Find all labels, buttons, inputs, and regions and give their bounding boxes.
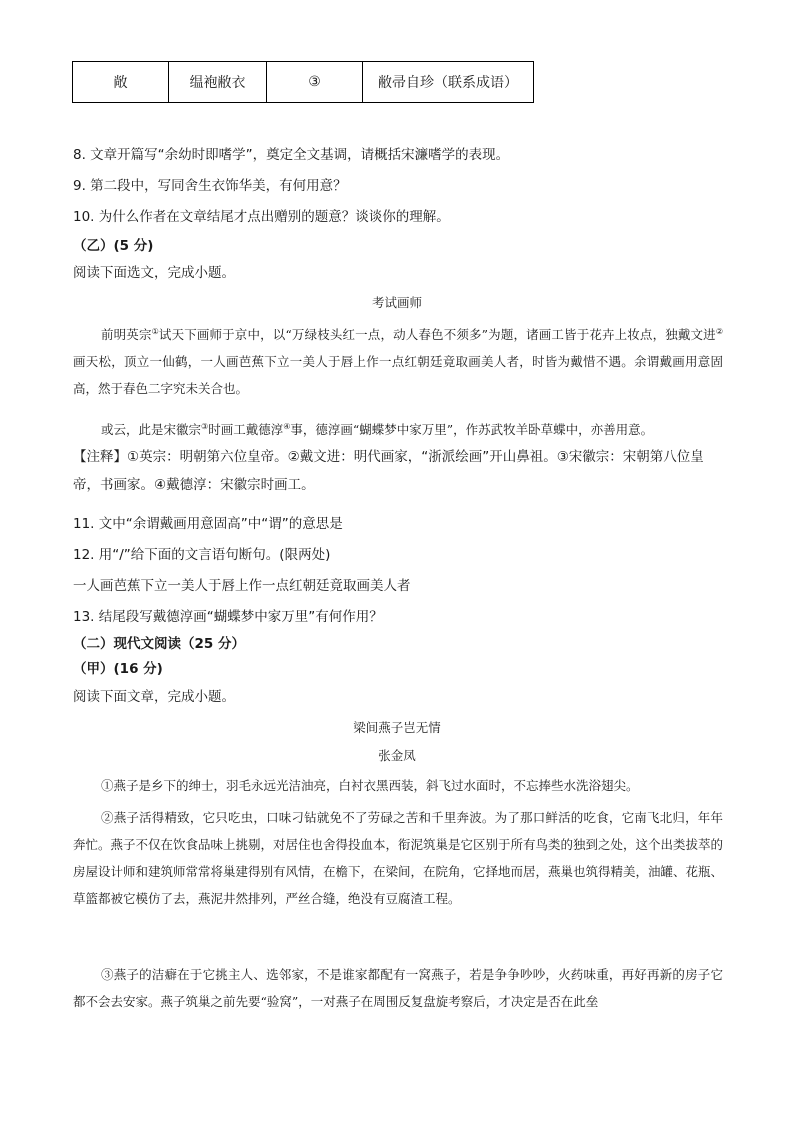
classical-paragraph-2: 或云，此是宋徽宗③时画工戴德淳④事，德淳画“蝴蝶梦中家万里”，作苏武牧羊卧草蝶中，亦善用意。: [101, 422, 654, 438]
table-cell: 敝帚自珍（联系成语）: [363, 62, 534, 103]
section-yi-heading: （乙）(5 分): [73, 238, 154, 254]
classical-paragraph-1: 前明英宗①试天下画师于京中，以“万绿枝头红一点，动人春色不须多”为题，诸画工皆于花卉上妆点，独戴文进②画天松，顶立一仙鹤，一人画芭蕉下立一美人于唇上作一点红朝廷竟取画美人者，时皆为戴惜不遇。余谓戴画用意固高，然于春色二字究未关合也。: [73, 327, 723, 397]
question-13: 13. 结尾段写戴德淳画“蝴蝶梦中家万里”有何作用？: [73, 609, 383, 625]
modern-title: 梁间燕子岂无情: [353, 720, 441, 735]
modern-paragraph-1: ①燕子是乡下的绅士，羽毛永远光洁油亮，白衬衣黑西装，斜飞过水面时，不忘捧些水洗浴翅尖。: [101, 778, 639, 793]
classical-title: 考试画师: [371, 295, 422, 310]
question-12: 12. 用“/”给下面的文言语句断句。(限两处): [73, 547, 331, 563]
table-cell: 敞: [73, 62, 169, 103]
table-cell: ③: [267, 62, 363, 103]
question-8: 8. 文章开篇写“余幼时即嗜学”，奠定全文基调，请概括宋濂嗜学的表现。: [73, 147, 510, 163]
annotation-note: 【注释】①英宗：明朝第六位皇帝。②戴文进：明代画家，“浙派绘画”开山鼻祖。③宋徽宗：宋朝第八位皇帝，书画家。④戴德淳：宋徽宗时画工。: [73, 449, 704, 493]
table-cell: 缊袍敝衣: [169, 62, 267, 103]
question-9: 9. 第二段中，写同舍生衣饰华美，有何用意？: [73, 178, 347, 194]
modern-paragraph-2: ②燕子活得精致，它只吃虫，口味刁钻就免不了劳碌之苦和千里奔波。为了那口鲜活的吃食，它南飞北归，年年奔忙。燕子不仅在饮食品味上挑剔，对居住也舍得投血本，衔泥筑巢是它区别于所有鸟类的独到之处，这个出类拔萃的房屋设计师和建筑师常常将巢建得别有风情，在檐下，在梁间，在院角，它择地而居，燕巢也筑得精美，油罐、花瓶、草篮都被它模仿了去，燕泥井然排列，严丝合缝，绝没有豆腐渣工程。: [73, 810, 724, 906]
question-10: 10. 为什么作者在文章结尾才点出赠别的题意？谈谈你的理解。: [73, 209, 450, 225]
modern-author: 张金凤: [378, 748, 416, 763]
table-row: [73, 62, 534, 103]
question-12-sentence: 一人画芭蕉下立一美人于唇上作一点红朝廷竟取画美人者: [73, 578, 411, 594]
modern-paragraph-3: ③燕子的洁癖在于它挑主人、选邻家，不是谁家都配有一窝燕子，若是争争吵吵，火药味重，再好再新的房子它都不会去安家。燕子筑巢之前先要“验窝”，一对燕子在周围反复盘旋考察后，才决定是否在此垒: [73, 967, 723, 1009]
instruction-text-2: 阅读下面文章，完成小题。: [73, 689, 235, 705]
question-11: 11. 文中“余谓戴画用意固高”中“谓”的意思是: [73, 516, 343, 532]
section-2-heading: （二）现代文阅读（25 分）: [73, 636, 245, 652]
section-jia-heading: （甲）(16 分): [73, 661, 163, 677]
vocabulary-table: [72, 61, 534, 103]
instruction-text: 阅读下面选文，完成小题。: [73, 265, 235, 281]
